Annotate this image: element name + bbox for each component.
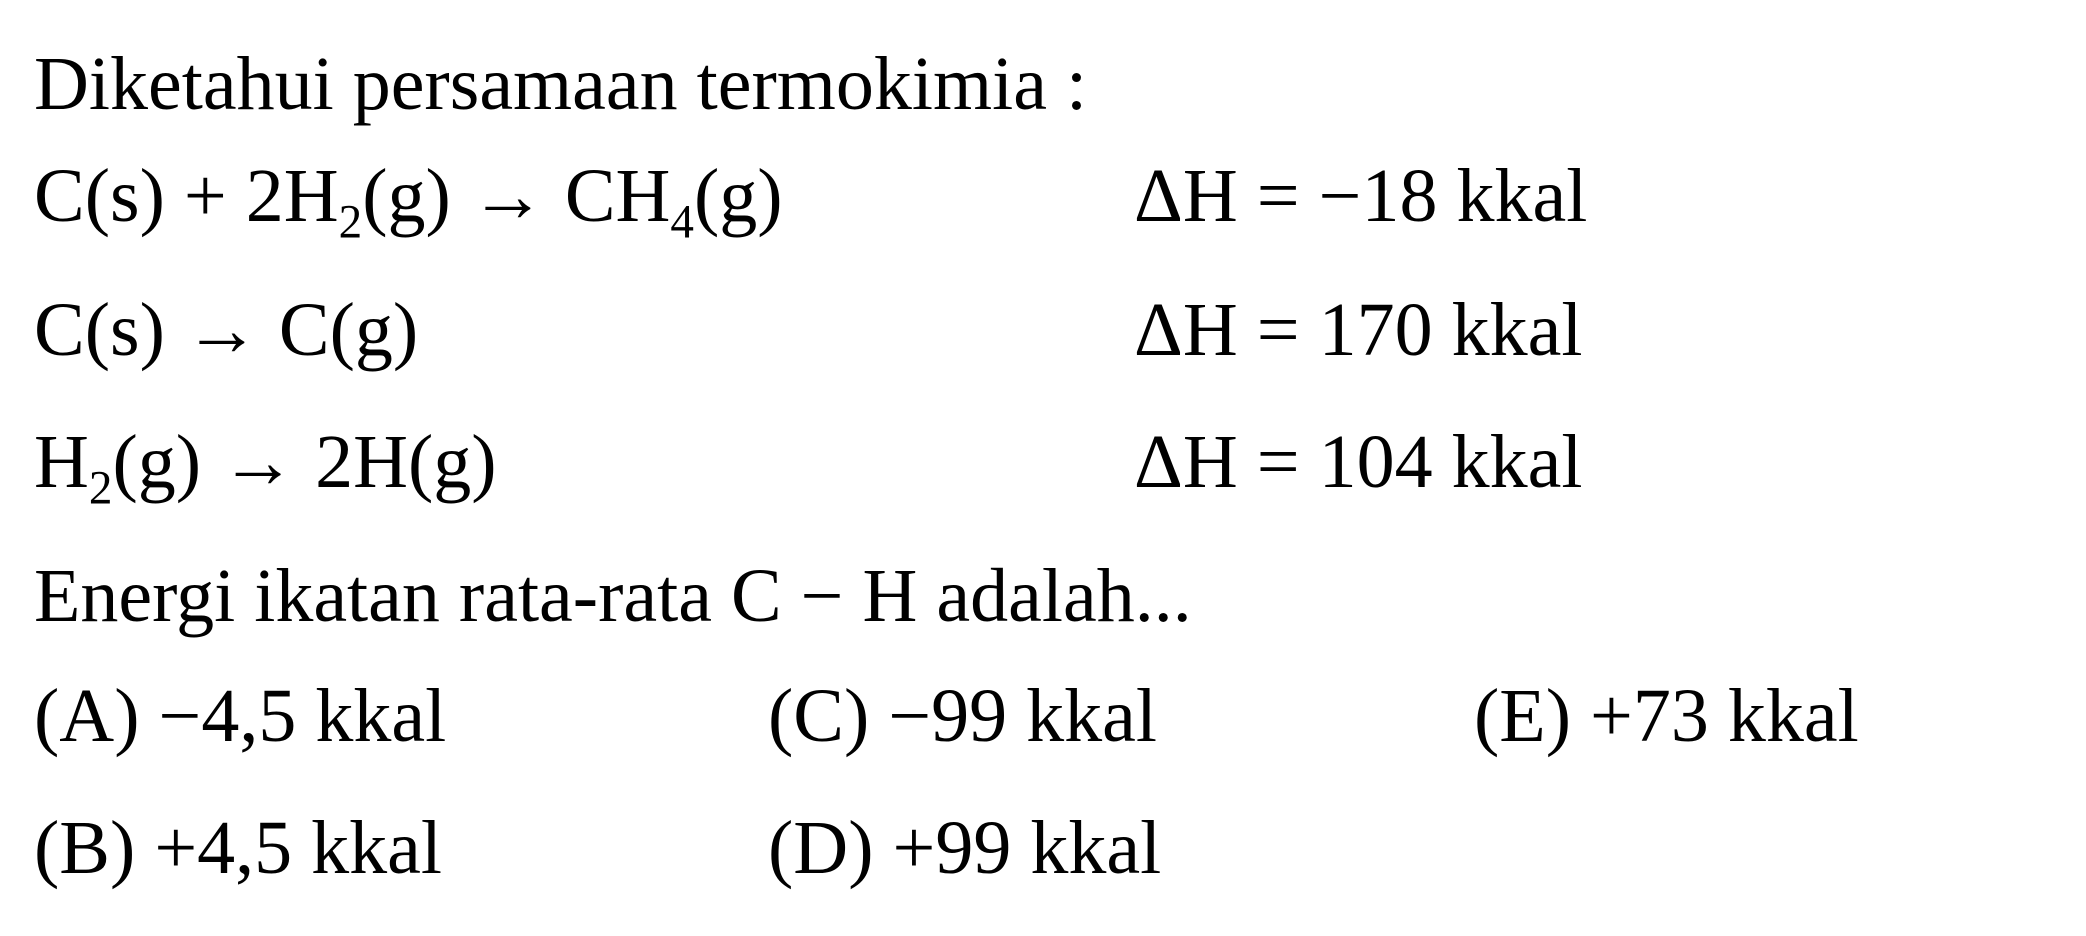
intro-text: Diketahui persamaan termokimia :	[34, 42, 1088, 126]
equation-3-enthalpy: ΔH = 104 kkal	[1134, 420, 1583, 504]
equation-row-2	[34, 288, 2034, 382]
option-a[interactable]	[34, 674, 447, 758]
option-e-value: +73 kkal	[1590, 674, 1859, 758]
option-b[interactable]	[34, 806, 443, 890]
option-b-value: +4,5 kkal	[154, 806, 443, 890]
equation-3-reaction: $H_2(g) \to 2H(g)$	[34, 420, 497, 515]
option-e-label: (E)	[1474, 674, 1572, 758]
equation-1-enthalpy: ΔH = −18 kkal	[1134, 154, 1588, 238]
option-a-label: (A)	[34, 674, 140, 758]
equation-2-reaction: C(s) → C(g)	[34, 288, 419, 372]
option-c-value: −99 kkal	[888, 674, 1158, 758]
option-c-label: (C)	[768, 674, 870, 758]
option-d-label: (D)	[768, 806, 874, 890]
equation-row-1	[34, 154, 2034, 249]
option-d[interactable]	[768, 806, 1162, 890]
equation-row-3	[34, 420, 2034, 515]
option-a-value: −4,5 kkal	[158, 674, 447, 758]
equation-2-enthalpy: ΔH = 170 kkal	[1134, 288, 1583, 372]
option-c[interactable]	[768, 674, 1158, 758]
option-d-value: +99 kkal	[892, 806, 1162, 890]
equation-1-reaction: $C(s) + 2H_2(g) \to CH_4(g)$	[34, 154, 783, 249]
option-e[interactable]	[1474, 674, 1859, 758]
option-b-label: (B)	[34, 806, 136, 890]
question-text: Energi ikatan rata-rata C − H adalah...	[34, 554, 1192, 638]
